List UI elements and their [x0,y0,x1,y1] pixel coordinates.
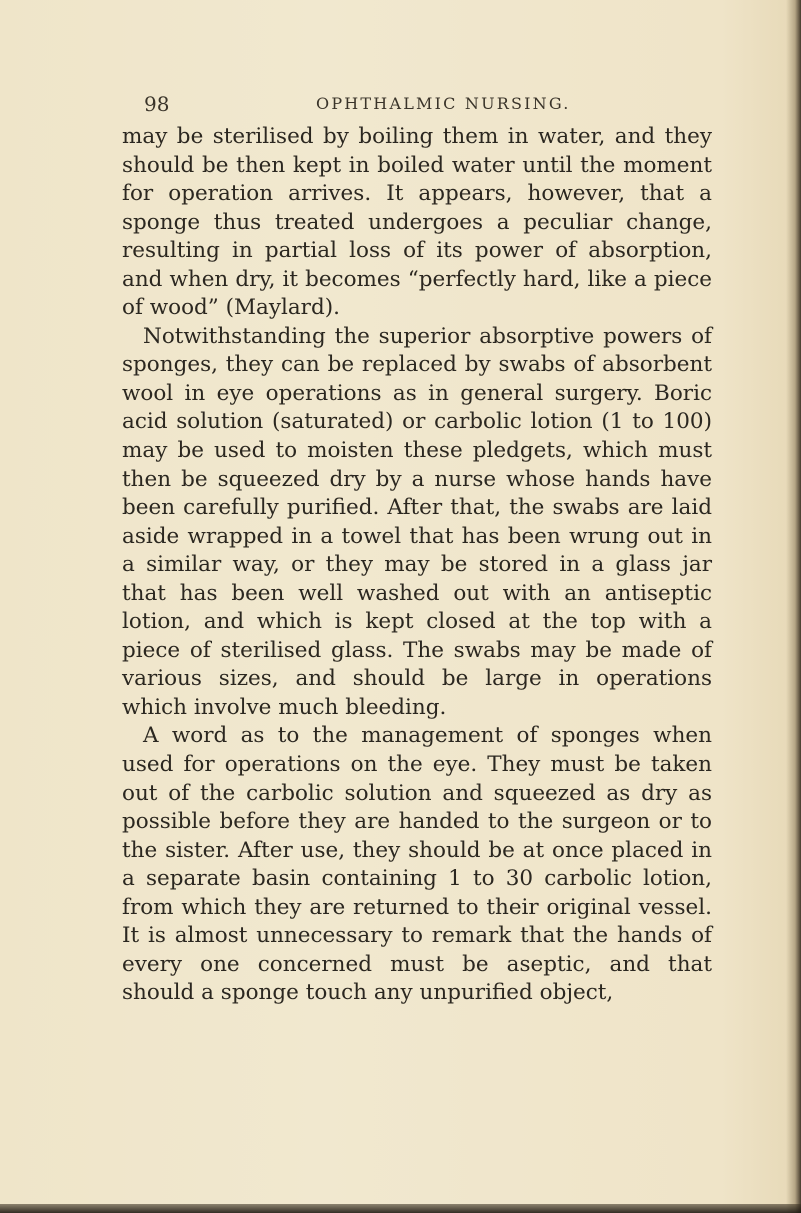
page-gutter-shadow [786,0,801,1213]
page-bottom-edge [0,1204,801,1213]
body-text [122,123,712,1008]
paragraph-sponge-management: A word as to the management of sponges when used for operations on the eye. They must be taken out of the carbolic solution and squeezed as dry as possible before they are handed to the surgeon or to the sister. After use, they should be at once placed in a separate basin containing 1 to 30 carbolic lotion, from which they are returned to their original vessel. It is almost unnecessary to remark that the hands of every one concerned must be aseptic, and that should a sponge touch any unpurified object, [122,723,712,1006]
running-title: OPHTHALMIC NURSING. [316,94,571,113]
page-number: 98 [144,92,170,116]
page-header [144,92,714,118]
paragraph-continuation: may be sterilised by boiling them in water, and they should be then kept in boiled water until the moment for operation arrives. It appears, however, that a sponge thus treated undergoes a peculiar change, resulting in partial loss of its power of absorption, and when dry, it becomes “perfectly hard, like a piece of wood” (Maylard). [122,124,712,321]
paragraph-swabs: Notwithstanding the superior absorptive powers of sponges, they can be replaced by swabs of absorbent wool in eye operations as in general surgery. Boric acid solution (saturated) or carbolic lotion (1 to 100) may be used to moisten these pledgets, which must then be squeezed dry by a nurse whose hands have been carefully purified. After that, the swabs are laid aside wrapped in a towel that has been wrung out in a similar way, or they may be stored in a glass jar that has been well washed out with an antiseptic lotion, and which is kept closed at the top with a piece of sterilised glass. The swabs may be made of various sizes, and should be large in operations which involve much bleeding. [122,323,712,720]
